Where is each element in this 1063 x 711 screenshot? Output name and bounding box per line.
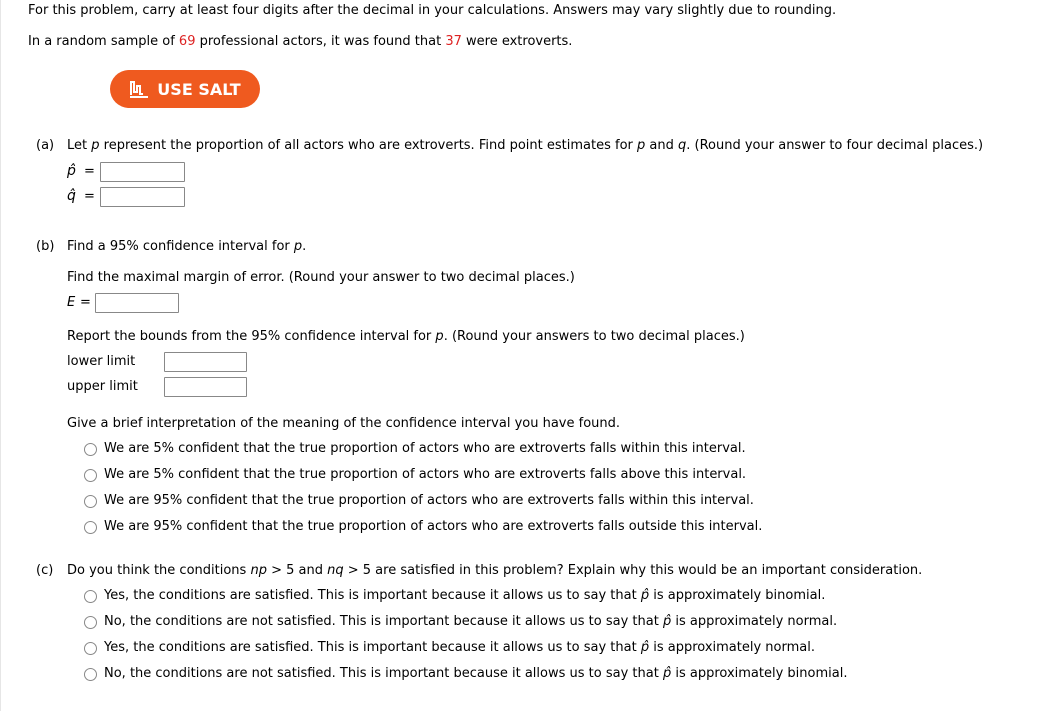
prompt-text: . (Round your answers to two decimal places.) [443, 329, 745, 344]
var-p: p [435, 329, 444, 344]
intro-text: professional actors, it was found that [195, 34, 446, 49]
condition-option-1-radio[interactable] [84, 590, 97, 603]
lower-limit-label: lower limit [67, 354, 136, 369]
prompt-text: and [645, 138, 678, 153]
phat-equals: = [84, 164, 95, 179]
e-label [67, 295, 75, 311]
prompt-text: . (Round your answer to four decimal places.) [686, 138, 984, 153]
phat-symbol: p̂ [662, 614, 672, 629]
option-text: is approximately binomial. [649, 588, 826, 603]
part-a-tag: (a) [36, 138, 55, 153]
phat-label: p̂ [67, 163, 76, 179]
upper-limit-input[interactable] [164, 377, 247, 397]
var-q: q [678, 138, 687, 153]
interp-option-2-radio[interactable] [84, 469, 97, 482]
prompt-text: Report the bounds from the 95% confidence interval for [67, 329, 436, 344]
prompt-text: Do you think the conditions [67, 563, 251, 578]
qhat-input[interactable] [100, 187, 185, 207]
interp-option-3-label[interactable]: We are 95% confident that the true proportion of actors who are extroverts falls within this interval. [104, 493, 754, 508]
part-b-prompt [67, 239, 306, 255]
phat-symbol: p̂ [640, 640, 650, 655]
intro-instructions: For this problem, carry at least four digits after the decimal in your calculations. Answers may vary slightly due to rounding. [28, 3, 837, 18]
interpretation-prompt: Give a brief interpretation of the meaning of the confidence interval you have found. [67, 416, 621, 431]
intro-text: In a random sample of [28, 34, 179, 49]
phat-symbol: p̂ [662, 666, 672, 681]
prompt-text: represent the proportion of all actors who are extroverts. Find point estimates for [99, 138, 637, 153]
condition-option-2-radio[interactable] [84, 616, 97, 629]
condition-option-4-label[interactable] [104, 666, 847, 682]
interp-option-1-label[interactable]: We are 5% confident that the true proportion of actors who are extroverts falls within this interval. [104, 441, 746, 456]
upper-limit-label: upper limit [67, 379, 138, 394]
option-text: No, the conditions are not satisfied. This is important because it allows us to say that [104, 614, 663, 629]
var-p: p [91, 138, 100, 153]
interp-option-4-label[interactable]: We are 95% confident that the true proportion of actors who are extroverts falls outside this interval. [104, 519, 763, 534]
prompt-text: > 5 are satisfied in this problem? Explain why this would be an important consideration. [343, 563, 923, 578]
use-salt-label: USE SALT [157, 79, 241, 99]
extrovert-count-value: 37 [445, 34, 462, 49]
condition-option-1-label[interactable] [104, 588, 825, 604]
prompt-text: Find a 95% confidence interval for [67, 239, 294, 254]
option-text: Yes, the conditions are satisfied. This is important because it allows us to say that [104, 640, 641, 655]
intro-text: were extroverts. [461, 34, 573, 49]
condition-option-3-label[interactable] [104, 640, 815, 656]
option-text: Yes, the conditions are satisfied. This is important because it allows us to say that [104, 588, 641, 603]
qhat-label: q̂ [67, 188, 76, 204]
e-equals: = [80, 295, 91, 310]
e-symbol: E [67, 295, 76, 310]
part-b-tag: (b) [36, 239, 55, 254]
use-salt-button[interactable] [110, 70, 260, 108]
lower-limit-input[interactable] [164, 352, 247, 372]
part-a-prompt [67, 138, 983, 154]
option-text: is approximately normal. [671, 614, 838, 629]
phat-symbol: p̂ [640, 588, 650, 603]
prompt-text: > 5 and [266, 563, 328, 578]
part-c-tag: (c) [36, 563, 54, 578]
part-c-prompt [67, 563, 922, 579]
intro-problem-statement [28, 34, 572, 50]
prompt-text: Let [67, 138, 92, 153]
interp-option-4-radio[interactable] [84, 521, 97, 534]
sample-size-value: 69 [178, 34, 196, 49]
option-text: No, the conditions are not satisfied. This is important because it allows us to say that [104, 666, 663, 681]
option-text: is approximately normal. [649, 640, 815, 655]
margin-of-error-input[interactable] [95, 293, 179, 313]
margin-of-error-prompt: Find the maximal margin of error. (Round your answer to two decimal places.) [67, 270, 575, 285]
condition-option-4-radio[interactable] [84, 668, 97, 681]
qhat-equals: = [84, 189, 95, 204]
option-text: is approximately binomial. [671, 666, 848, 681]
var-nq: nq [327, 563, 344, 578]
interp-option-3-radio[interactable] [84, 495, 97, 508]
prompt-text: . [302, 239, 307, 254]
condition-option-2-label[interactable] [104, 614, 837, 630]
condition-option-3-radio[interactable] [84, 642, 97, 655]
bounds-prompt [67, 329, 745, 345]
phat-input[interactable] [100, 162, 185, 182]
interp-option-1-radio[interactable] [84, 443, 97, 456]
var-p: p [637, 138, 646, 153]
var-np: np [250, 563, 267, 578]
var-p: p [293, 239, 303, 254]
interp-option-2-label[interactable]: We are 5% confident that the true proportion of actors who are extroverts falls above this interval. [104, 467, 747, 482]
salt-chart-icon [129, 80, 149, 98]
